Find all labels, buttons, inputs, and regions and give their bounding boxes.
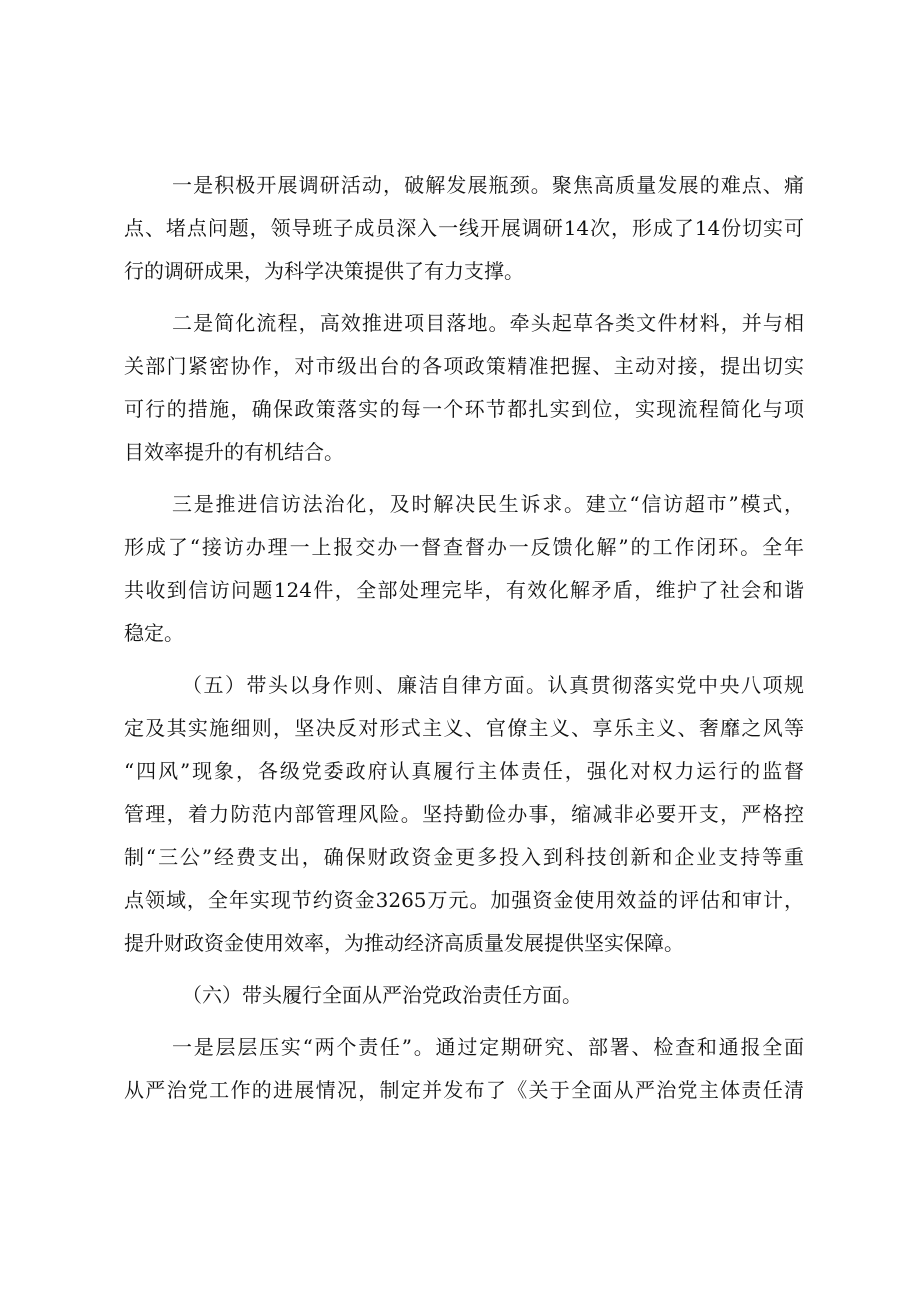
paragraph-1-line-3: 行的调研成果，为科学决策提供了有力支撑。 (124, 259, 524, 283)
paragraph-4-line-4: 管理，着力防范内部管理风险。坚持勤俭办事，缩减非必要开支，严格控 (124, 802, 804, 826)
paragraph-4-line-3: “四风”现象，各级党委政府认真履行主体责任，强化对权力运行的监督 (124, 759, 804, 783)
paragraph-2-line-3: 可行的措施，确保政策落实的每一个环节都扎实到位，实现流程简化与项 (124, 397, 804, 421)
paragraph-3-line-1: 三是推进信访法治化，及时解决民生诉求。建立“信访超市”模式， (172, 492, 804, 516)
paragraph-4-line-7: 提升财政资金使用效率，为推动经济高质量发展提供坚实保障。 (124, 931, 684, 955)
paragraph-2-line-1: 二是简化流程，高效推进项目落地。牵头起草各类文件材料，并与相 (172, 311, 804, 335)
paragraph-4-line-5: 制“三公”经费支出，确保财政资金更多投入到科技创新和企业支持等重 (124, 845, 804, 869)
paragraph-4-line-2: 定及其实施细则，坚决反对形式主义、官僚主义、享乐主义、奢靡之风等 (124, 716, 804, 740)
paragraph-1-line-2: 点、堵点问题，领导班子成员深入一线开展调研14次，形成了14份切实可 (124, 216, 804, 240)
paragraph-2-line-4: 目效率提升的有机结合。 (124, 440, 344, 464)
paragraph-4-line-1: （五）带头以身作则、廉洁自律方面。认真贯彻落实党中央八项规 (182, 673, 804, 697)
paragraph-3-line-2: 形成了“接访办理一上报交办一督查督办一反馈化解”的工作闭环。全年 (124, 535, 804, 559)
paragraph-1-line-1: 一是积极开展调研活动，破解发展瓶颈。聚焦高质量发展的难点、痛 (172, 173, 804, 197)
paragraph-6-line-2: 从严治党工作的进展情况，制定并发布了《关于全面从严治党主体责任清 (124, 1078, 804, 1102)
paragraph-2-line-2: 关部门紧密协作，对市级出台的各项政策精准把握、主动对接，提出切实 (124, 354, 804, 378)
paragraph-3-line-3: 共收到信访问题124件，全部处理完毕，有效化解矛盾，维护了社会和谐 (124, 578, 804, 602)
paragraph-6-line-1: 一是层层压实“两个责任”。通过定期研究、部署、检查和通报全面 (172, 1035, 804, 1059)
paragraph-5-line-1: （六）带头履行全面从严治党政治责任方面。 (182, 983, 582, 1007)
paragraph-3-line-4: 稳定。 (124, 621, 184, 645)
paragraph-4-line-6: 点领域，全年实现节约资金3265万元。加强资金使用效益的评估和审计， (124, 888, 804, 912)
